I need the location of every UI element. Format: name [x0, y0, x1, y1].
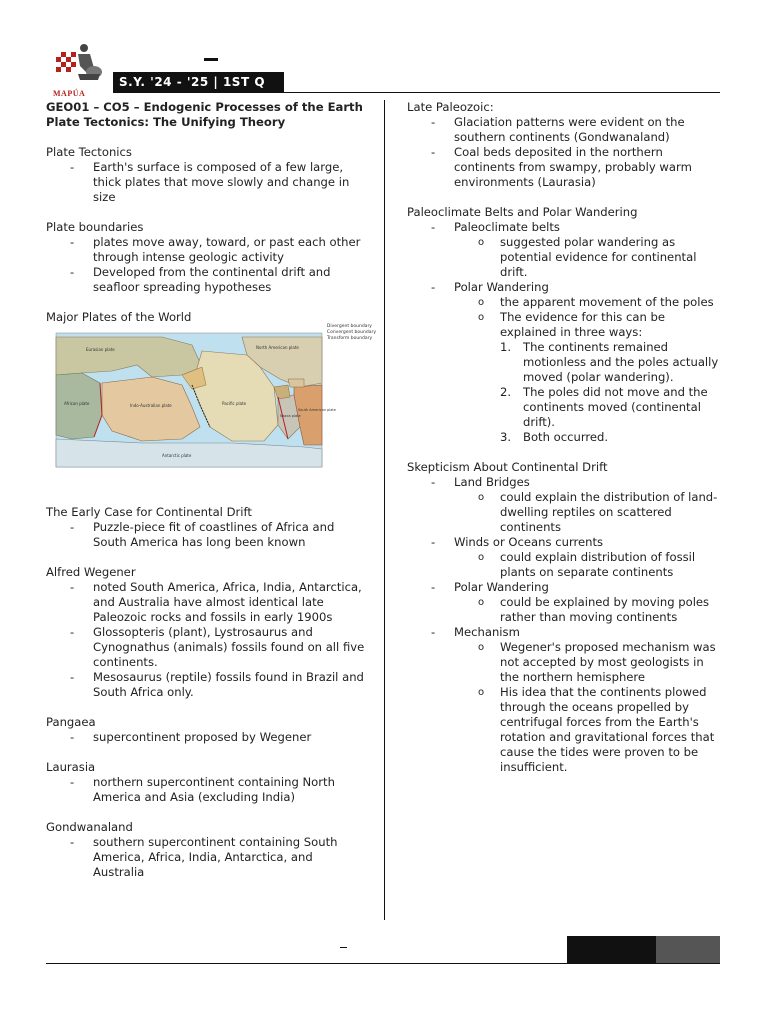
- footer-rule: [46, 963, 720, 964]
- section-heading: Pangaea: [46, 715, 96, 729]
- plate-boundaries-section: [46, 220, 366, 295]
- list-item: - northern supercontinent containing North America and Asia (excluding India): [46, 775, 366, 805]
- section-heading: Laurasia: [46, 760, 96, 774]
- section-heading: Major Plates of the World: [46, 310, 192, 324]
- item-text: The continents remained motionless and the poles actually moved (polar wandering).: [523, 340, 719, 384]
- header-rule: [113, 92, 720, 93]
- list-item: - southern supercontinent containing South America, Africa, India, Antarctica, and Australia: [46, 835, 366, 880]
- map-label: African plate: [64, 401, 90, 406]
- course-title: GEO01 – CO5 – Endogenic Processes of the Earth: [46, 100, 363, 114]
- sub-list-item: o the apparent movement of the poles: [407, 295, 722, 310]
- gondwanaland-section: [46, 820, 366, 880]
- numbered-item: [407, 385, 722, 430]
- section-heading: Paleoclimate Belts and Polar Wandering: [407, 205, 638, 219]
- map-label: Pacific plate: [222, 401, 247, 406]
- section-heading: The Early Case for Continental Drift: [46, 505, 252, 519]
- section-heading: Gondwanaland: [46, 820, 133, 834]
- list-item: - Coal beds deposited in the northern continents from swampy, probably warm environments (Laurasia): [407, 145, 722, 190]
- laurasia-section: [46, 760, 366, 805]
- footer-block-dark: [567, 936, 656, 963]
- major-plates-section: [46, 310, 376, 475]
- list-item: - Paleoclimate belts: [407, 220, 722, 235]
- map-label: South American plate: [298, 408, 336, 412]
- map-label: Eurasian plate: [86, 347, 115, 352]
- wegener-section: [46, 565, 366, 700]
- sub-list-item: o suggested polar wandering as potential evidence for continental drift.: [407, 235, 722, 280]
- left-column: [46, 100, 376, 880]
- numbered-item: [407, 340, 722, 385]
- paleoclimate-section: [407, 205, 722, 445]
- list-item: - plates move away, toward, or past each other through intense geologic activity: [46, 235, 366, 265]
- sub-list-item: o Wegener's proposed mechanism was not accepted by most geologists in the northern hemisphere: [407, 640, 722, 685]
- sub-list-item: o His idea that the continents plowed through the oceans propelled by centrifugal forces from the Earth's rotation and gravitational forces that cause the tides were proven to be insufficient.: [407, 685, 722, 775]
- legend-convergent: Convergent boundary: [326, 330, 376, 335]
- right-column: [407, 100, 722, 775]
- list-item: - supercontinent proposed by Wegener: [46, 730, 366, 745]
- map-label: Indo-Australian plate: [130, 403, 172, 408]
- list-item: - Mesosaurus (reptile) fossils found in Brazil and South Africa only.: [46, 670, 366, 700]
- numbered-item: [407, 430, 722, 445]
- item-number: 1.: [500, 340, 512, 354]
- column-divider: [384, 100, 385, 920]
- early-case-section: [46, 505, 366, 550]
- sub-list-item: o could explain the distribution of land-dwelling reptiles on scattered continents: [407, 490, 722, 535]
- late-paleozoic-section: [407, 100, 722, 190]
- footer-block-gray: [656, 936, 720, 963]
- list-item: - Land Bridges: [407, 475, 722, 490]
- header-dash: [204, 58, 218, 61]
- item-number: 2.: [500, 385, 512, 399]
- world-plates-map: [42, 324, 376, 475]
- legend-transform: Transform boundary: [326, 336, 373, 341]
- pangaea-section: [46, 715, 366, 745]
- section-heading: Plate boundaries: [46, 220, 144, 234]
- list-item: - Glaciation patterns were evident on the southern continents (Gondwanaland): [407, 115, 722, 145]
- list-item: - Polar Wandering: [407, 280, 722, 295]
- map-label: Antarctic plate: [162, 453, 192, 458]
- topic-title: Plate Tectonics: The Unifying Theory: [46, 115, 286, 129]
- section-heading: Plate Tectonics: [46, 145, 132, 159]
- skepticism-section: [407, 460, 722, 775]
- section-heading: Alfred Wegener: [46, 565, 136, 579]
- item-text: Both occurred.: [523, 430, 609, 444]
- sub-list-item: o could be explained by moving poles rather than moving continents: [407, 595, 722, 625]
- list-item: - Mechanism: [407, 625, 722, 640]
- section-heading: Skepticism About Continental Drift: [407, 460, 608, 474]
- item-text: The poles did not move and the continents moved (continental drift).: [523, 385, 708, 429]
- item-number: 3.: [500, 430, 512, 444]
- list-item: - Earth's surface is composed of a few large, thick plates that move slowly and change in size: [46, 160, 366, 205]
- map-label: North American plate: [256, 345, 299, 350]
- sub-list-item: o could explain distribution of fossil plants on separate continents: [407, 550, 722, 580]
- sub-list-item: o The evidence for this can be explained in three ways:: [407, 310, 722, 340]
- map-label: Nazca plate: [280, 414, 301, 418]
- section-heading: Late Paleozoic:: [407, 100, 494, 114]
- list-item: - Polar Wandering: [407, 580, 722, 595]
- list-item: - Winds or Oceans currents: [407, 535, 722, 550]
- legend-divergent: Divergent boundary: [326, 324, 372, 329]
- list-item: - noted South America, Africa, India, Antarctica, and Australia have almost identical late Paleozoic rocks and fossils in early 1900s: [46, 580, 366, 625]
- list-item: - Puzzle-piece fit of coastlines of Africa and South America has long been known: [46, 520, 366, 550]
- african-plate: [56, 373, 102, 439]
- caribbean-plate: [288, 379, 304, 387]
- school-year-banner: S.Y. '24 - '25 | 1ST Q: [113, 72, 284, 92]
- plate-tectonics-section: [46, 145, 366, 205]
- list-item: - Glossopteris (plant), Lystrosaurus and Cynognathus (animals) fossils found on all five continents.: [46, 625, 366, 670]
- logo-text: MAPÚA: [53, 89, 86, 98]
- plates-map-figure: [42, 327, 336, 475]
- footer-dash: [340, 947, 347, 948]
- map-legend: [327, 324, 376, 342]
- list-item: - Developed from the continental drift and seafloor spreading hypotheses: [46, 265, 366, 295]
